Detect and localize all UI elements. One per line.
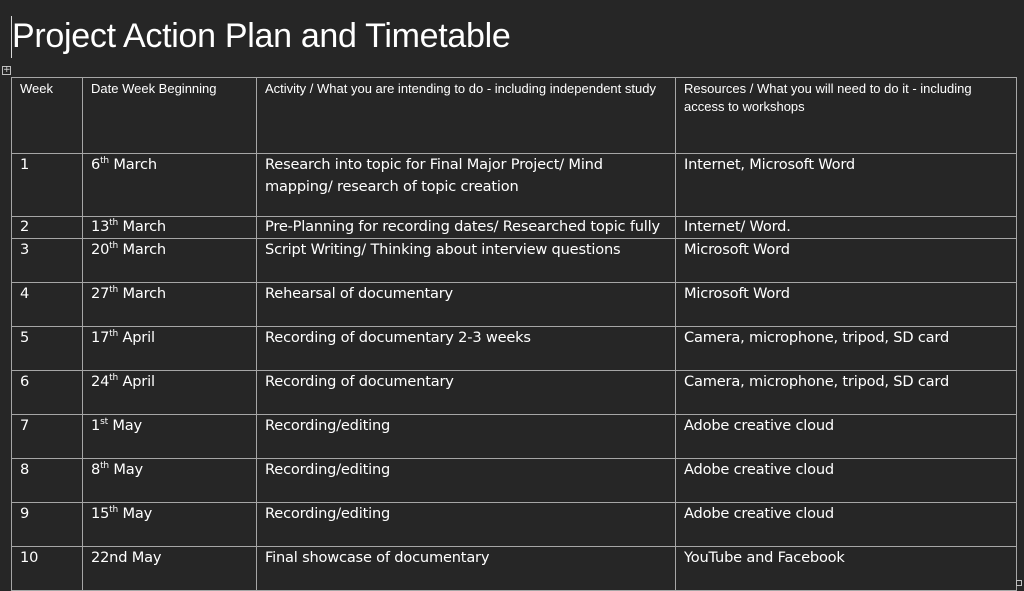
cell-week[interactable]: 7 xyxy=(12,415,83,459)
header-date[interactable]: Date Week Beginning xyxy=(83,78,257,154)
cell-resources[interactable]: Adobe creative cloud xyxy=(676,415,1017,459)
date-day: 15 xyxy=(91,505,110,522)
date-month: March xyxy=(108,156,157,173)
cell-date[interactable] xyxy=(83,217,257,239)
cell-week[interactable]: 9 xyxy=(12,503,83,547)
table-move-handle-icon[interactable]: + xyxy=(3,65,11,75)
date-month: April xyxy=(118,373,155,390)
cell-activity[interactable]: Recording/editing xyxy=(257,503,676,547)
date-day: 6 xyxy=(91,156,101,173)
cell-week[interactable]: 1 xyxy=(12,154,83,217)
cell-resources[interactable]: Adobe creative cloud xyxy=(676,503,1017,547)
cell-week[interactable]: 8 xyxy=(12,459,83,503)
cell-week[interactable]: 3 xyxy=(12,239,83,283)
table-row xyxy=(12,327,1017,371)
table-row xyxy=(12,459,1017,503)
table-resize-handle-icon[interactable] xyxy=(1016,580,1022,586)
cell-date[interactable] xyxy=(83,154,257,217)
cell-resources[interactable]: Internet/ Word. xyxy=(676,217,1017,239)
cell-week[interactable]: 2 xyxy=(12,217,83,239)
table-header-row xyxy=(12,78,1017,154)
header-resources[interactable]: Resources / What you will need to do it - including access to workshops xyxy=(676,78,1017,154)
cell-activity[interactable]: Rehearsal of documentary xyxy=(257,283,676,327)
cell-week[interactable]: 5 xyxy=(12,327,83,371)
cell-resources[interactable]: Camera, microphone, tripod, SD card xyxy=(676,327,1017,371)
cell-activity[interactable]: Recording of documentary xyxy=(257,371,676,415)
date-suffix: th xyxy=(109,505,119,515)
date-day: 1 xyxy=(91,417,101,434)
date-suffix: th xyxy=(109,285,119,295)
cell-resources[interactable]: YouTube and Facebook xyxy=(676,547,1017,591)
cell-activity[interactable]: Pre-Planning for recording dates/ Researched topic fully xyxy=(257,217,676,239)
date-suffix: th xyxy=(109,329,119,339)
cell-activity[interactable]: Recording/editing xyxy=(257,415,676,459)
table-row xyxy=(12,547,1017,591)
date-month: April xyxy=(118,329,155,346)
cell-date[interactable] xyxy=(83,283,257,327)
header-week[interactable]: Week xyxy=(12,78,83,154)
cell-week[interactable]: 10 xyxy=(12,547,83,591)
date-suffix: th xyxy=(109,373,119,383)
date-month: May xyxy=(108,461,143,478)
cell-activity[interactable]: Script Writing/ Thinking about interview questions xyxy=(257,239,676,283)
date-day: 22nd May xyxy=(91,549,162,566)
table-row xyxy=(12,415,1017,459)
date-day: 27 xyxy=(91,285,110,302)
cell-activity[interactable]: Recording/editing xyxy=(257,459,676,503)
table-row xyxy=(12,503,1017,547)
cell-date[interactable] xyxy=(83,415,257,459)
date-day: 13 xyxy=(91,218,110,235)
cell-activity[interactable]: Recording of documentary 2-3 weeks xyxy=(257,327,676,371)
cell-date[interactable] xyxy=(83,371,257,415)
date-month: March xyxy=(118,241,166,258)
table-row xyxy=(12,371,1017,415)
cell-week[interactable]: 6 xyxy=(12,371,83,415)
date-day: 24 xyxy=(91,373,110,390)
cell-resources[interactable]: Camera, microphone, tripod, SD card xyxy=(676,371,1017,415)
cell-week[interactable]: 4 xyxy=(12,283,83,327)
cell-date[interactable] xyxy=(83,503,257,547)
date-suffix: th xyxy=(109,241,119,251)
date-suffix: th xyxy=(109,218,119,228)
cell-resources[interactable]: Microsoft Word xyxy=(676,283,1017,327)
date-month: March xyxy=(118,218,166,235)
cell-resources[interactable]: Internet, Microsoft Word xyxy=(676,154,1017,217)
cell-activity[interactable]: Research into topic for Final Major Project/ Mind mapping/ research of topic creation xyxy=(257,154,676,217)
date-day: 17 xyxy=(91,329,110,346)
cell-resources[interactable]: Adobe creative cloud xyxy=(676,459,1017,503)
table-row xyxy=(12,283,1017,327)
header-activity[interactable]: Activity / What you are intending to do - including independent study xyxy=(257,78,676,154)
cell-activity[interactable]: Final showcase of documentary xyxy=(257,547,676,591)
date-month: May xyxy=(118,505,153,522)
cell-date[interactable] xyxy=(83,547,257,591)
date-suffix: th xyxy=(100,461,109,471)
date-month: May xyxy=(107,417,142,434)
cell-date[interactable] xyxy=(83,239,257,283)
table-row xyxy=(12,154,1017,217)
table-row xyxy=(12,239,1017,283)
cell-resources[interactable]: Microsoft Word xyxy=(676,239,1017,283)
date-day: 8 xyxy=(91,461,101,478)
date-suffix: st xyxy=(100,417,108,427)
date-suffix: th xyxy=(100,156,109,166)
date-month: March xyxy=(118,285,166,302)
action-plan-table xyxy=(11,77,1017,591)
page-title[interactable]: Project Action Plan and Timetable xyxy=(12,17,511,55)
table-row xyxy=(12,217,1017,239)
date-day: 20 xyxy=(91,241,110,258)
cell-date[interactable] xyxy=(83,327,257,371)
cell-date[interactable] xyxy=(83,459,257,503)
